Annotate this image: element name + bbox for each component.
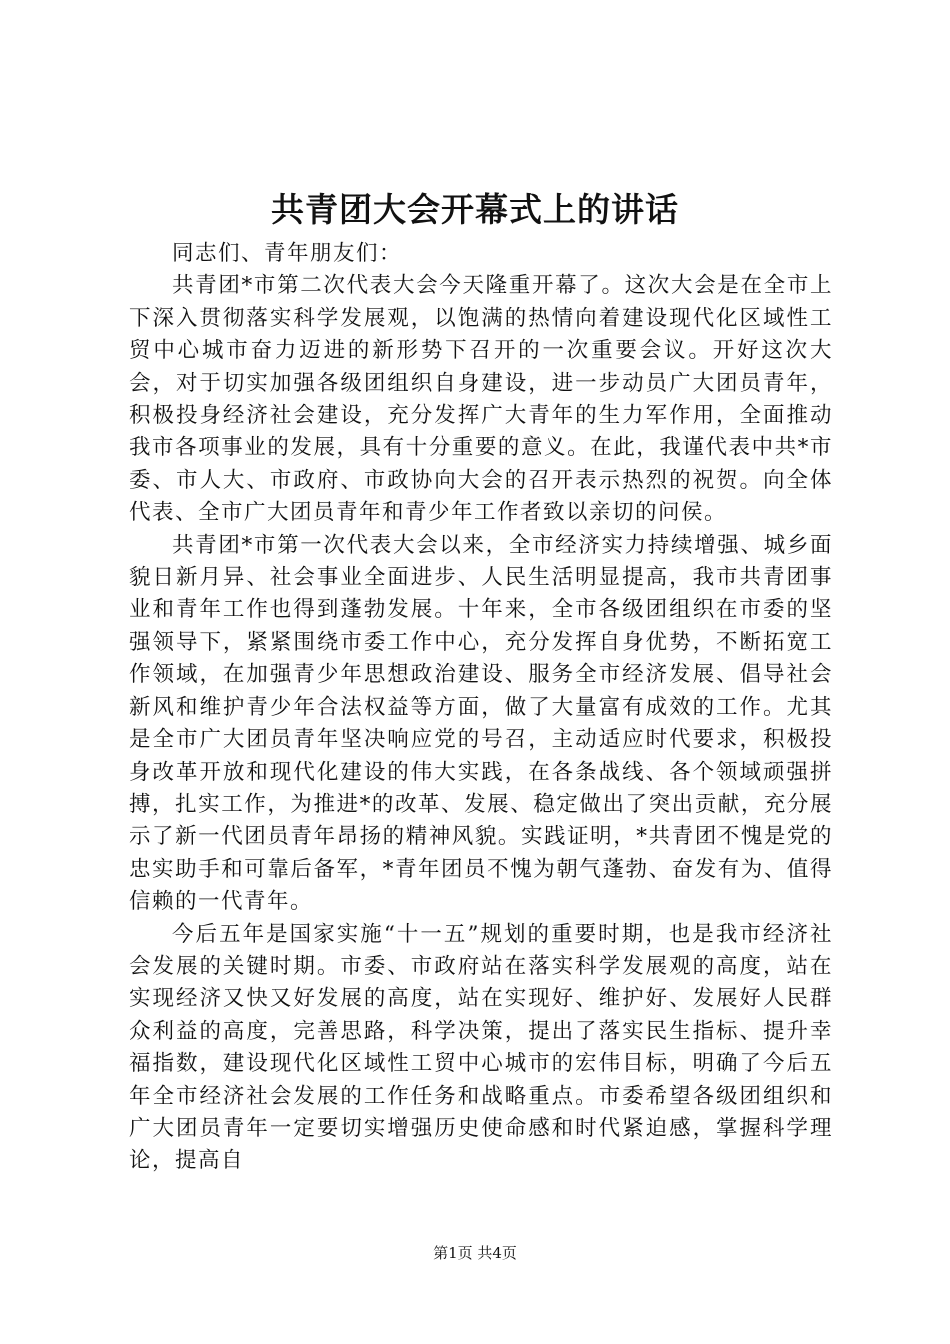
- page-footer: 第1页 共4页: [433, 1244, 517, 1262]
- paragraph-2: 共青团*市第一次代表大会以来，全市经济实力持续增强、城乡面貌日新月异、社会事业全面进步、人民生活明显提高，我市共青团事业和青年工作也得到蓬勃发展。十年来，全市各级团组织在市委的坚强领导下，紧紧围绕市委工作中心，充分发挥自身优势，不断拓宽工作领域，在加强青少年思想政治建设、服务全市经济发展、倡导社会新风和维护青少年合法权益等方面，做了大量富有成效的工作。尤其是全市广大团员青年坚决响应党的号召，主动适应时代要求，积极投身改革开放和现代化建设的伟大实践，在各条战线、各个领域顽强拼搏，扎实工作，为推进*的改革、发展、稳定做出了突出贡献，充分展示了新一代团员青年昂扬的精神风貌。实践证明，*共青团不愧是党的忠实助手和可靠后备军，*青年团员不愧为朝气蓬勃、奋发有为、值得信赖的一代青年。: [129, 532, 833, 915]
- paragraph-1: 共青团*市第二次代表大会今天隆重开幕了。这次大会是在全市上下深入贯彻落实科学发展观，以饱满的热情向着建设现代化区域性工贸中心城市奋力迈进的新形势下召开的一次重要会议。开好这次大会，对于切实加强各级团组织自身建设，进一步动员广大团员青年，积极投身经济社会建设，充分发挥广大青年的生力军作用，全面推动我市各项事业的发展，具有十分重要的意义。在此，我谨代表中共*市委、市人大、市政府、市政协向大会的召开表示热烈的祝贺。向全体代表、全市广大团员青年和青少年工作者致以亲切的问侯。: [129, 273, 833, 526]
- salutation: 同志们、青年朋友们：: [172, 241, 403, 266]
- document-body: [129, 238, 833, 1178]
- paragraph-3: 今后五年是国家实施“十一五”规划的重要时期，也是我市经济社会发展的关键时期。市委、市政府站在落实科学发展观的高度，站在实现经济又快又好发展的高度，站在实现好、维护好、发展好人民群众利益的高度，完善思路，科学决策，提出了落实民生指标、提升幸福指数，建设现代化区域性工贸中心城市的宏伟目标，明确了今后五年全市经济社会发展的工作任务和战略重点。市委希望各级团组织和广大团员青年一定要切实增强历史使命感和时代紧迫感，掌握科学理论，提高自: [129, 921, 833, 1174]
- page-title: 共青团大会开幕式上的讲话: [271, 190, 679, 229]
